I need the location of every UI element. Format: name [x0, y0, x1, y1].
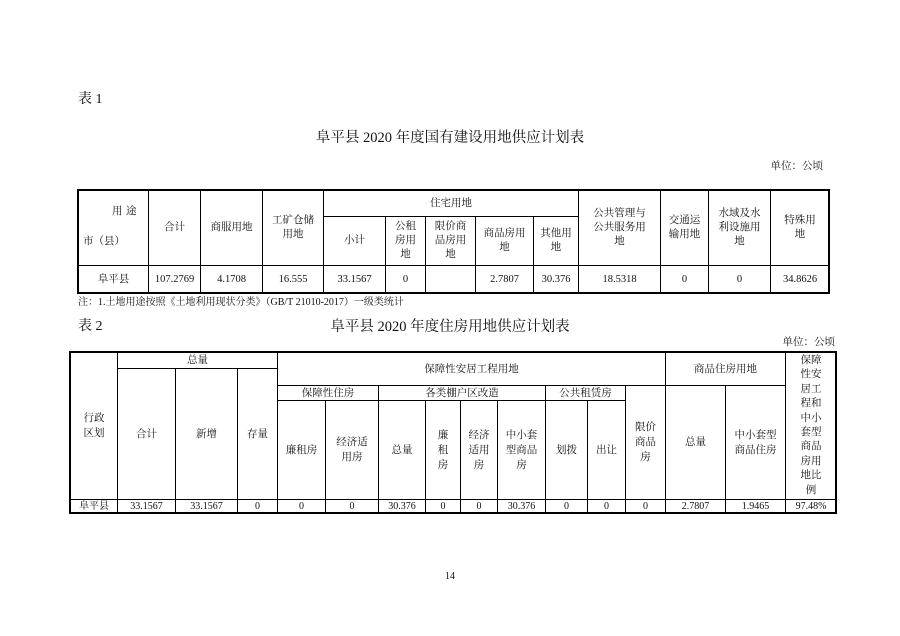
t2-header-region: 行政 区划	[70, 352, 118, 500]
t2-header-low-rent: 廉租房	[277, 400, 326, 500]
t1-header-commodity: 商品房用 地	[475, 216, 534, 266]
t2-header-commodity-group: 商品住房用地	[665, 352, 786, 386]
t2-header-transfer: 出让	[587, 400, 626, 500]
table2-title: 阜平县 2020 年度住房用地供应计划表	[330, 319, 570, 335]
housing-land-table	[70, 352, 837, 514]
t1-cell-subtotal: 33.1567	[323, 265, 386, 294]
t2-cell-shanty-low-rent: 0	[425, 499, 461, 514]
t2-header-shanty-low-rent: 廉 租 房	[425, 400, 461, 500]
table1-unit: 单位：公顷	[770, 161, 823, 172]
t2-cell-economic: 0	[325, 499, 379, 514]
t2-header-new: 新增	[175, 368, 238, 500]
page-number: 14	[445, 571, 455, 582]
t1-header-water: 水域及水 利设施用 地	[708, 190, 771, 266]
t2-header-total-group: 总量	[117, 352, 278, 369]
t2-header-stock: 存量	[237, 368, 278, 500]
t2-cell-low-rent: 0	[277, 499, 326, 514]
table2-unit: 单位：公顷	[782, 337, 835, 348]
table1-label: 表 1	[78, 92, 103, 107]
t1-cell-price-limited	[425, 265, 476, 294]
t2-header-shanty-economic: 经济 适用 房	[460, 400, 498, 500]
t1-cell-other: 30.376	[533, 265, 579, 294]
t2-header-shanty-group: 各类棚户区改造	[378, 385, 546, 401]
t1-header-industrial: 工矿仓储 用地	[262, 190, 324, 266]
t2-header-allocation: 划拨	[545, 400, 588, 500]
table1-title: 阜平县 2020 年度国有建设用地供应计划表	[315, 130, 585, 146]
t2-header-public-rental-group: 公共租赁房	[545, 385, 626, 401]
t1-corner-header	[78, 190, 149, 266]
t1-cell-commercial: 4.1708	[200, 265, 263, 294]
t1-header-total: 合计	[148, 190, 201, 266]
t2-cell-allocation: 0	[545, 499, 588, 514]
t1-cell-special: 34.8626	[770, 265, 830, 294]
t2-cell-sum: 33.1567	[117, 499, 176, 514]
t2-header-economic: 经济适 用房	[325, 400, 379, 500]
t1-cell-total: 107.2769	[148, 265, 201, 294]
t2-cell-shanty-economic: 0	[460, 499, 498, 514]
t1-cell-transport: 0	[660, 265, 709, 294]
t1-cell-water: 0	[708, 265, 771, 294]
t1-corner-use: 用途	[112, 206, 140, 217]
t2-header-price-limited: 限价 商品 房	[625, 385, 666, 500]
t2-cell-shanty-small: 30.376	[497, 499, 546, 514]
t2-header-affordable-group: 保障性安居工程用地	[277, 352, 666, 386]
t1-header-public-rental: 公租 房用 地	[385, 216, 426, 266]
t2-header-shanty-total: 总量	[378, 400, 426, 500]
t2-cell-region: 阜平县	[70, 499, 118, 514]
t2-header-security-housing: 保障性住房	[277, 385, 379, 401]
t2-cell-ratio: 97.48%	[785, 499, 837, 514]
t1-header-price-limited: 限价商 品房用 地	[425, 216, 476, 266]
t2-header-shanty-small: 中小套 型商品 房	[497, 400, 546, 500]
t1-corner-region: 市（县）	[83, 236, 125, 247]
table1-note: 注：1.土地用途按照《土地利用现状分类》（GB/T 21010-2017）一级类统计	[78, 297, 404, 308]
t1-header-transport: 交通运 输用地	[660, 190, 709, 266]
t2-header-commodity-small: 中小套型 商品住房	[725, 385, 786, 500]
t1-header-other: 其他用 地	[533, 216, 579, 266]
land-supply-table	[78, 190, 830, 294]
t1-cell-public-rental: 0	[385, 265, 426, 294]
t2-cell-shanty-total: 30.376	[378, 499, 426, 514]
t2-cell-new: 33.1567	[175, 499, 238, 514]
t1-cell-public-service: 18.5318	[578, 265, 661, 294]
t2-header-commodity-total: 总量	[665, 385, 726, 500]
t1-cell-industrial: 16.555	[262, 265, 324, 294]
t1-header-public-service: 公共管理与 公共服务用 地	[578, 190, 661, 266]
t2-cell-commodity-small: 1.9465	[725, 499, 786, 514]
t1-header-residential: 住宅用地	[323, 190, 579, 217]
t1-cell-commodity: 2.7807	[475, 265, 534, 294]
t2-cell-transfer: 0	[587, 499, 626, 514]
table2-label: 表 2	[78, 319, 103, 334]
t2-header-sum: 合计	[117, 368, 176, 500]
t2-header-ratio: 保障 性安 居工 程和 中小 套型 商品 房用 地比 例	[785, 352, 837, 500]
t1-header-commercial: 商服用地	[200, 190, 263, 266]
t2-cell-stock: 0	[237, 499, 278, 514]
t1-cell-region: 阜平县	[78, 265, 149, 294]
t1-header-subtotal: 小计	[323, 216, 386, 266]
t1-header-special: 特殊用 地	[770, 190, 830, 266]
t2-cell-price-limited: 0	[625, 499, 666, 514]
t2-cell-commodity-total: 2.7807	[665, 499, 726, 514]
